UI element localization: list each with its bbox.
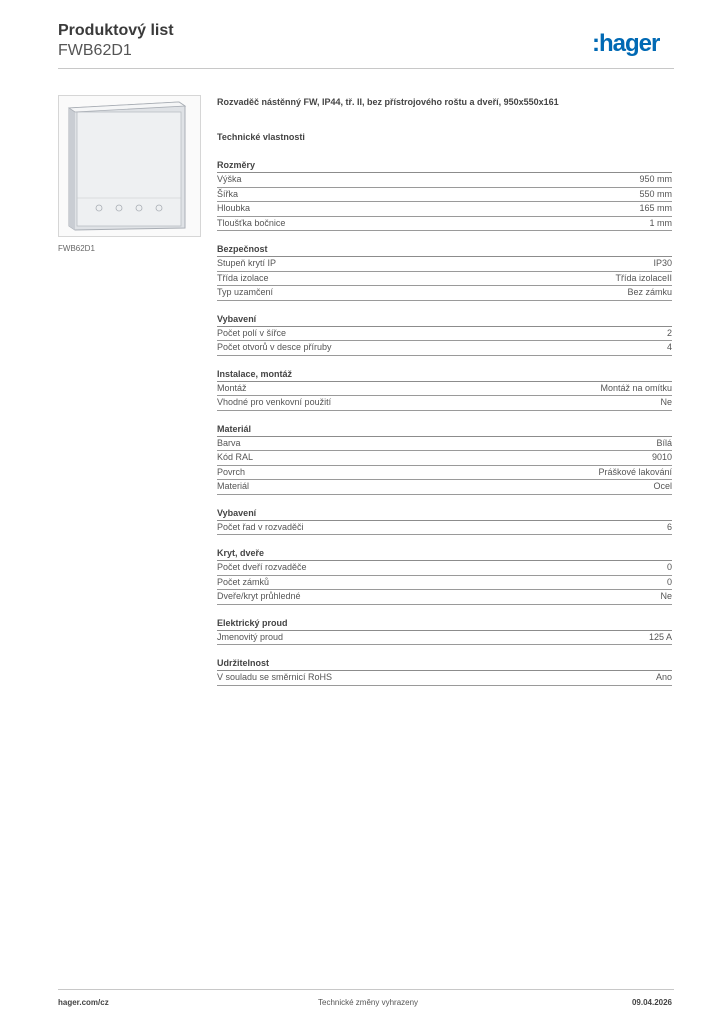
spec-label: Počet otvorů v desce příruby — [217, 342, 332, 352]
spec-row — [217, 590, 672, 605]
spec-label: Počet dveří rozvaděče — [217, 562, 307, 572]
document-header — [58, 22, 174, 60]
spec-value: 0 — [666, 576, 672, 587]
header-divider — [58, 68, 674, 69]
spec-row — [217, 451, 672, 466]
spec-value: 2 — [666, 327, 672, 338]
spec-value: Bez zámku — [627, 287, 672, 297]
spec-row — [217, 188, 672, 203]
spec-section — [217, 617, 672, 646]
spec-label: Třída izolace — [217, 272, 269, 283]
spec-label: Materiál — [217, 481, 250, 491]
spec-value: 9010 — [651, 452, 672, 462]
spec-label: Jmenovitý proud — [217, 631, 284, 642]
spec-label: Tloušťka bočnice — [217, 217, 286, 228]
spec-value: 6 — [666, 521, 672, 532]
section-title: Rozměry — [217, 159, 672, 173]
spec-value: Ne — [660, 397, 672, 407]
spec-section — [217, 243, 672, 301]
spec-value: 950 mm — [639, 174, 672, 184]
footer-website[interactable]: hager.com/cz — [58, 998, 109, 1007]
spec-row — [217, 327, 672, 342]
spec-label: Vhodné pro venkovní použití — [217, 397, 332, 407]
spec-value: 550 mm — [639, 188, 672, 199]
logo-text: :hager — [592, 30, 660, 57]
spec-value: Montáž na omítku — [600, 382, 672, 393]
footer-notice: Technické změny vyhrazeny — [318, 998, 419, 1007]
spec-section — [217, 547, 672, 605]
spec-section — [217, 313, 672, 356]
spec-value: Ano — [655, 672, 672, 682]
spec-label: Povrch — [217, 466, 246, 477]
spec-value: 1 mm — [649, 217, 672, 228]
spec-value: Bílá — [656, 437, 672, 448]
spec-label: Počet zámků — [217, 576, 270, 587]
spec-label: Počet polí v šířce — [217, 327, 287, 338]
spec-row — [217, 561, 672, 576]
spec-value: 4 — [666, 342, 672, 352]
spec-row — [217, 202, 672, 217]
product-description: Rozvaděč nástěnný FW, IP44, tř. II, bez přístrojového roštu a dveří, 950x550x161 — [217, 97, 559, 107]
document-title: Produktový list — [58, 22, 174, 39]
section-title: Kryt, dveře — [217, 547, 672, 561]
footer-divider — [58, 989, 674, 990]
section-title: Vybavení — [217, 507, 672, 521]
footer-date: 09.04.2026 — [631, 998, 672, 1007]
section-title: Elektrický proud — [217, 617, 672, 631]
spec-value: Ne — [660, 591, 672, 601]
spec-label: Hloubka — [217, 203, 251, 213]
spec-row — [217, 466, 672, 481]
spec-row — [217, 382, 672, 397]
product-code: FWB62D1 — [58, 42, 132, 59]
spec-label: Počet řad v rozvaděči — [217, 521, 304, 532]
spec-row — [217, 341, 672, 356]
spec-label: Dveře/kryt průhledné — [217, 591, 301, 601]
spec-label: Výška — [217, 174, 242, 184]
spec-row — [217, 173, 672, 188]
spec-label: Typ uzamčení — [217, 287, 274, 297]
spec-label: Stupeň krytí IP — [217, 258, 277, 268]
section-title: Instalace, montáž — [217, 368, 672, 382]
spec-sections — [217, 159, 672, 686]
spec-value: 0 — [666, 562, 672, 572]
product-image — [58, 95, 201, 237]
tech-properties-title: Technické vlastnosti — [217, 132, 305, 142]
spec-value: Práškové lakování — [598, 466, 672, 477]
spec-value: Ocel — [653, 481, 672, 491]
spec-section — [217, 423, 672, 495]
spec-row — [217, 257, 672, 272]
section-title: Udržitelnost — [217, 657, 672, 671]
spec-row — [217, 480, 672, 495]
spec-value: 165 mm — [639, 203, 672, 213]
spec-row — [217, 396, 672, 411]
spec-label: V souladu se směrnicí RoHS — [217, 672, 333, 682]
spec-row — [217, 521, 672, 536]
hager-logo — [592, 30, 676, 58]
spec-label: Barva — [217, 437, 241, 448]
spec-row — [217, 631, 672, 646]
spec-label: Šířka — [217, 188, 239, 199]
spec-section — [217, 368, 672, 411]
section-title: Bezpečnost — [217, 243, 672, 257]
spec-section — [217, 657, 672, 686]
spec-value: IP30 — [653, 258, 672, 268]
spec-row — [217, 272, 672, 287]
spec-section — [217, 159, 672, 231]
section-title: Materiál — [217, 423, 672, 437]
spec-row — [217, 576, 672, 591]
spec-label: Kód RAL — [217, 452, 254, 462]
spec-section — [217, 507, 672, 536]
spec-row — [217, 286, 672, 301]
spec-row — [217, 217, 672, 232]
spec-value: Třída izolaceII — [615, 272, 672, 283]
spec-label: Montáž — [217, 382, 247, 393]
spec-content — [217, 96, 672, 698]
section-title: Vybavení — [217, 313, 672, 327]
spec-row — [217, 437, 672, 452]
spec-value: 125 A — [648, 631, 672, 642]
image-caption: FWB62D1 — [58, 244, 95, 253]
spec-row — [217, 671, 672, 686]
